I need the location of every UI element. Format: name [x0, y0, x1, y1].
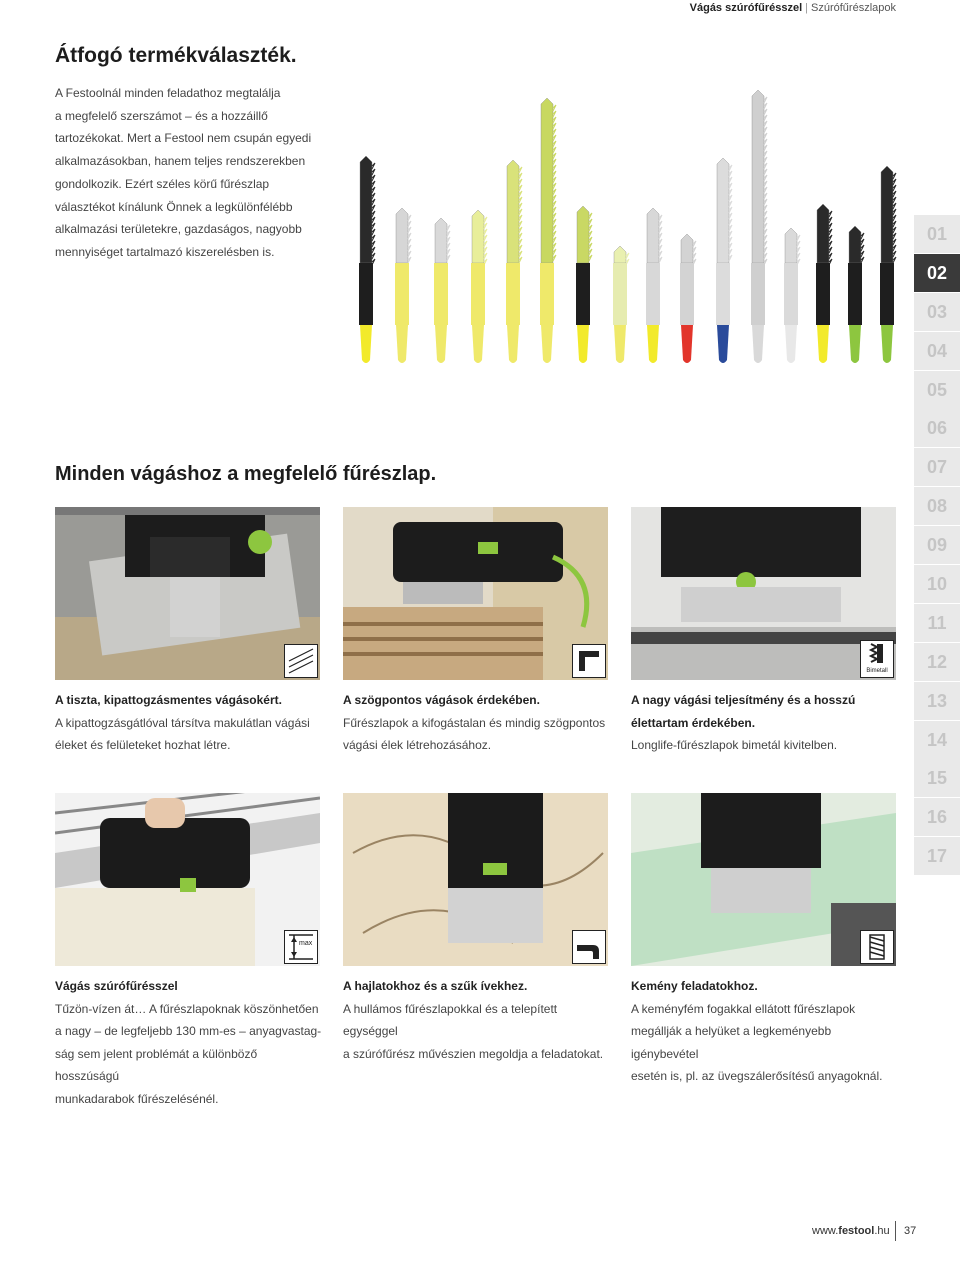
feature-line: A keményfém fogakkal ellátott fűrészlapok — [631, 1001, 856, 1016]
chapter-tab-03[interactable]: 03 — [914, 293, 960, 331]
feature-title: Kemény feladatokhoz. — [631, 979, 758, 993]
saw-blade — [816, 204, 832, 363]
chapter-tab-16[interactable]: 16 — [914, 798, 960, 836]
saw-blade — [506, 160, 522, 363]
feature-caption — [343, 689, 611, 757]
page-number: 37 — [895, 1221, 916, 1241]
chapter-tab-15[interactable]: 15 — [914, 759, 960, 797]
saw-blades-image — [355, 88, 900, 368]
page-footer — [812, 1224, 917, 1238]
feature-caption — [343, 975, 611, 1065]
curves-pictogram — [572, 930, 606, 964]
feature-caption — [55, 975, 323, 1110]
right-angle-pictogram — [572, 644, 606, 678]
chapter-tab-13[interactable]: 13 — [914, 682, 960, 720]
photo-jigsaw-thick-material — [55, 793, 320, 966]
chapter-tab-05[interactable]: 05 — [914, 371, 960, 409]
saw-blade — [576, 206, 592, 363]
saw-blade — [434, 218, 450, 363]
chapter-tab-10[interactable]: 10 — [914, 565, 960, 603]
chapter-tabs — [914, 215, 960, 876]
feature-title: Vágás szúrófűrésszel — [55, 979, 178, 993]
feature-line: A hullámos fűrészlapokkal és a telepített egységgel — [343, 1001, 558, 1038]
photo-jigsaw-right-angle — [343, 507, 608, 680]
bimetal-label: Bimetall — [866, 668, 888, 674]
photo-jigsaw-bimetal — [631, 507, 896, 680]
feature-line: ság sem jelent problémát a különböző hosszúságú — [55, 1046, 258, 1083]
chapter-tab-02[interactable]: 02 — [914, 254, 960, 292]
splinter-guard-pictogram — [284, 644, 318, 678]
photo-jigsaw-curves — [343, 793, 608, 966]
page-title: Átfogó termékválaszték. — [55, 44, 297, 67]
intro-line: alkalmazási területekre, gazdaságos, nagyobb — [55, 222, 302, 237]
intro-line: gondolkozik. Ezért széles körű fűrészlap — [55, 176, 270, 191]
max-label: max — [299, 940, 313, 947]
saw-blade — [359, 156, 375, 363]
feature-line: Fűrészlapok a kifogástalan és mindig szögpontos — [343, 715, 606, 730]
feature-title: A hajlatokhoz és a szűk ívekhez. — [343, 979, 528, 993]
chapter-tab-14[interactable]: 14 — [914, 721, 960, 759]
intro-line: választékot kínálunk Önnek a legkülönfélébb — [55, 199, 293, 214]
feature-line: vágási élek létrehozásához. — [343, 738, 492, 752]
intro-line: tartozékokat. Mert a Festool nem csupán egyedi — [55, 131, 312, 146]
feature-line: Tűzön-vízen át… A fűrészlapoknak köszönhetően — [55, 1001, 319, 1016]
saw-blade — [680, 234, 696, 363]
intro-line: A Festoolnál minden feladathoz megtalálja — [55, 86, 281, 100]
intro-text — [55, 82, 320, 264]
feature-line: éleket és felületeket hozhat létre. — [55, 738, 231, 752]
feature-line: munkadarabok fűrészelésénél. — [55, 1091, 219, 1106]
saw-blade — [751, 90, 767, 363]
feature-line: Longlife-fűrészlapok bimetál kivitelben. — [631, 738, 838, 752]
intro-line: a megfelelő szerszámot – és a hozzáillő — [55, 108, 268, 123]
feature-caption — [631, 975, 899, 1088]
chapter-tab-09[interactable]: 09 — [914, 526, 960, 564]
header-section: Vágás szúrófűrésszel — [689, 2, 803, 14]
saw-blades-illustration — [355, 88, 900, 368]
saw-blade — [848, 226, 864, 363]
intro-line: alkalmazásokban, hanem teljes rendszerekben — [55, 154, 306, 169]
chapter-tab-12[interactable]: 12 — [914, 643, 960, 681]
feature-line: esetén is, pl. az üvegszálerősítésű anyagoknál. — [631, 1069, 883, 1083]
page-header: Vágás szúrófűrésszel | Szúrófűrészlapok — [689, 2, 896, 14]
saw-blade — [395, 208, 411, 363]
saw-blade — [646, 208, 662, 363]
chapter-tab-04[interactable]: 04 — [914, 332, 960, 370]
footer-url[interactable]: www.festool.hu — [812, 1225, 890, 1237]
saw-blade — [880, 166, 896, 363]
feature-caption — [55, 689, 323, 757]
chapter-tab-07[interactable]: 07 — [914, 448, 960, 486]
feature-line: A kipattogzásgátlóval társítva makulátlan vágási — [55, 715, 310, 730]
feature-line: a nagy – de legfeljebb 130 mm-es – anyagvastag- — [55, 1024, 322, 1038]
saw-blade — [716, 158, 732, 363]
saw-blade — [784, 228, 800, 363]
feature-line: a szúrófűrész művészien megoldja a feladatokat. — [343, 1046, 604, 1061]
feature-title: A tiszta, kipattogzásmentes vágásokért. — [55, 693, 282, 707]
chapter-tab-01[interactable]: 01 — [914, 215, 960, 253]
feature-title: A nagy vágási teljesítmény és a hosszú — [631, 693, 856, 707]
chapter-tab-17[interactable]: 17 — [914, 837, 960, 875]
header-subsection: Szúrófűrészlapok — [811, 2, 896, 14]
section-subtitle: Minden vágáshoz a megfelelő fűrészlap. — [55, 463, 437, 485]
intro-line: mennyiséget tartalmazó kiszerelésben is. — [55, 244, 275, 259]
bimetal-pictogram — [860, 640, 894, 678]
feature-line: megállják a helyüket a legkeményebb igénybevétel — [631, 1024, 832, 1061]
feature-title: A szögpontos vágások érdekében. — [343, 693, 540, 707]
chapter-tab-11[interactable]: 11 — [914, 604, 960, 642]
chapter-tab-08[interactable]: 08 — [914, 487, 960, 525]
max-depth-pictogram — [284, 930, 318, 964]
saw-blade — [471, 210, 487, 363]
feature-line: élettartam érdekében. — [631, 715, 756, 730]
chapter-tab-06[interactable]: 06 — [914, 409, 960, 447]
photo-jigsaw-hard-materials — [631, 793, 896, 966]
feature-caption — [631, 689, 899, 757]
photo-jigsaw-splinter-guard — [55, 507, 320, 680]
carbide-pictogram — [860, 930, 894, 964]
saw-blade — [613, 246, 629, 363]
saw-blade — [540, 98, 556, 363]
